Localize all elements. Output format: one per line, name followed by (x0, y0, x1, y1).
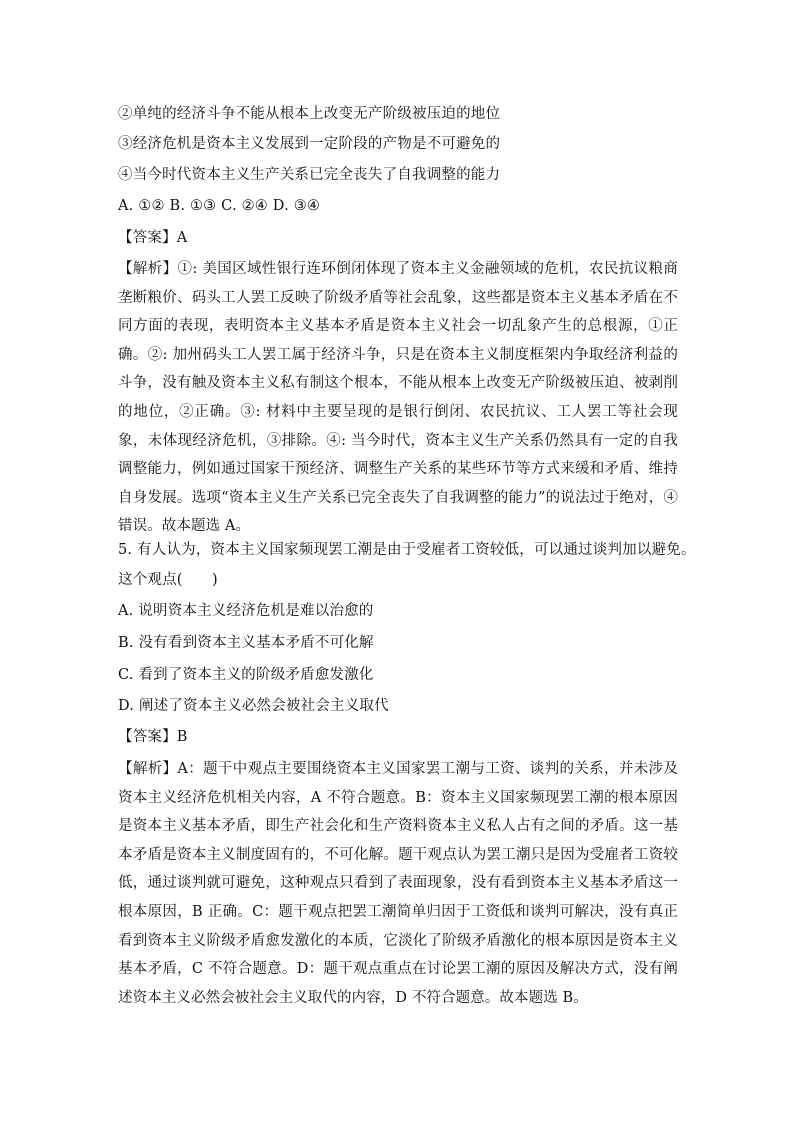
q4-option-3: ③经济危机是资本主义发展到一定阶段的产物是不可避免的 (118, 136, 501, 152)
q4-option-2: ②单纯的经济斗争不能从根本上改变无产阶级被压迫的地位 (118, 106, 501, 122)
q5-option-b: B. 没有看到资本主义基本矛盾不可化解 (118, 635, 374, 651)
q4-analysis-label: 【解析】 (118, 261, 178, 277)
q5-stem-line1: 5. 有人认为，资本主义国家频现罢工潮是由于受雇者工资较低，可以通过谈判加以避免。 (118, 542, 696, 558)
q5-analysis-text: A：题干中观点主要围绕资本主义国家罢工潮与工资、谈判的关系，并未涉及资本主义经济危机相关内容，A 不符合题意。B：资本主义国家频现罢工潮的根本原因是资本主义基本矛盾，即生产社会化和生产资料资本主义私人占有之间的矛盾。这一基本矛盾是资本主义制度固有的，不可化解。题干观点认为罢工潮只是因为受雇者工资较低，通过谈判就可避免，这种观点只看到了表面现象，没有看到资本主义基本矛盾这一根本原因，B 正确。C：题干观点把罢工潮简单归因于工资低和谈判可解决，没有真正看到资本主义阶级矛盾愈发激化的本质，它淡化了阶级矛盾激化的根本原因是资本主义基本矛盾，C 不符合题意。D：题干观点重点在讨论罢工潮的原因及解决方式，没有阐述资本主义必然会被社会主义取代的内容，D 不符合题意。故本题选 B。 (118, 761, 678, 1006)
q5-option-c: C. 看到了资本主义的阶级矛盾愈发激化 (118, 667, 374, 683)
q5-stem-line2: 这个观点( ) (118, 572, 218, 588)
q4-answer: 【答案】A (118, 230, 188, 246)
q4-choices: A. ①② B. ①③ C. ②④ D. ③④ (118, 198, 321, 214)
q5-analysis-label: 【解析】 (118, 761, 178, 777)
q4-option-4: ④当今时代资本主义生产关系已完全丧失了自我调整的能力 (118, 167, 501, 183)
q5-option-d: D. 阐述了资本主义必然会被社会主义取代 (118, 698, 389, 714)
q5-option-a: A. 说明资本主义经济危机是难以治愈的 (118, 603, 374, 619)
q5-analysis (118, 755, 678, 1045)
q5-answer: 【答案】B (118, 729, 188, 745)
q4-analysis (118, 255, 678, 535)
q4-analysis-text: ①: 美国区域性银行连环倒闭体现了资本主义金融领域的危机，农民抗议粮商垄断粮价、码头工人罢工反映了阶级矛盾等社会乱象，这些都是资本主义基本矛盾在不同方面的表现，表明资本主义基本矛盾是资本主义社会一切乱象产生的总根源，①正确。②: 加州码头工人罢工属于经济斗争，只是在资本主义制度框架内争取经济利益的斗争，没有触及资本主义私有制这个根本，不能从根本上改变无产阶级被压迫、被剥削的地位，②正确。③: 材料中主要呈现的是银行倒闭、农民抗议、工人罢工等社会现象，未体现经济危机，③排除。④: 当今时代，资本主义生产关系仍然具有一定的自我调整能力，例如通过国家干预经济、调整生产关系的某些环节等方式来缓和矛盾、维持自身发展。选项“资本主义生产关系已完全丧失了自我调整的能力”的说法过于绝对，④错误。故本题选 A。 (118, 261, 678, 535)
